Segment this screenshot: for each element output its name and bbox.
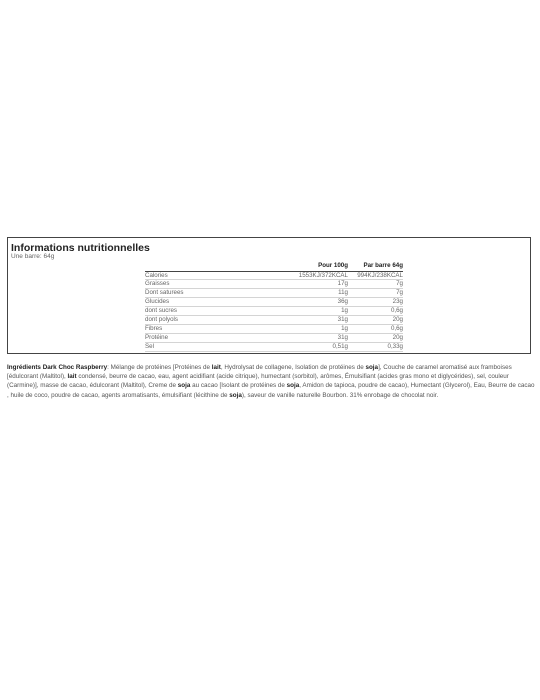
ingredient-text: condensé, beurre de cacao, eau, agent acidifiant (acide citrique), humectant (sorbitol), arômes, Émulsifiant (acides gras mono et diglycérides), sel, couleur (Carmine)], masse de cacao, édulcorant (Maltitol), Creme de: [7, 373, 509, 390]
nutrient-name: Fibres: [145, 324, 295, 333]
header-per-100g: Pour 100g: [295, 262, 348, 271]
allergen: soja: [229, 391, 242, 399]
value-per-bar: 0,6g: [348, 307, 403, 316]
value-per-100g: 36g: [295, 298, 348, 307]
table-row: [145, 333, 403, 342]
value-per-bar: 23g: [348, 298, 403, 307]
ingredient-text: ], Couche de caramel aromatisé aux framboises [édulcorant (Maltitol),: [7, 364, 512, 381]
ingredient-text: , Hydrolysat de collagene, Isolation de protéines de: [220, 364, 366, 371]
allergen: soja: [286, 382, 300, 390]
ingredient-text: , Amidon de tapioca, poudre de cacao), Humectant (Glycerol), Eau, Beurre de cacao , huile de coco, poudre de cacao, agents aromatisants, émulsifiant (lécithine de: [7, 382, 535, 399]
nutrition-table: [145, 262, 403, 352]
table-row: [145, 316, 403, 325]
header-nutrient: [145, 262, 295, 271]
value-per-100g: 1g: [295, 307, 348, 316]
table-row: [145, 271, 403, 280]
nutrient-name: Dont saturees: [145, 289, 295, 298]
allergen: soja: [365, 364, 379, 371]
value-per-100g: 1553KJ/372KCAL: [295, 271, 348, 280]
value-per-bar: 0,33g: [348, 342, 403, 351]
value-per-100g: 11g: [295, 289, 348, 298]
value-per-bar: 20g: [348, 316, 403, 325]
ingredients-label: Ingrédients Dark Choc Raspberry: [7, 364, 108, 371]
header-per-bar: Par barre 64g: [348, 262, 403, 271]
nutrition-header-row: [145, 262, 403, 271]
value-per-100g: 17g: [295, 280, 348, 289]
table-row: [145, 289, 403, 298]
value-per-bar: 994KJ/238KCAL: [348, 271, 403, 280]
ingredient-text: ), saveur de vanille naturelle Bourbon. 31% enrobage de chocolat noir.: [241, 391, 439, 399]
ingredients-text: [7, 363, 537, 400]
value-per-100g: 0,51g: [295, 342, 348, 351]
value-per-100g: 31g: [295, 316, 348, 325]
value-per-bar: 7g: [348, 280, 403, 289]
nutrition-rows: [145, 271, 403, 351]
value-per-bar: 20g: [348, 333, 403, 342]
table-row: [145, 298, 403, 307]
allergen: soja: [177, 382, 191, 390]
nutrient-name: Glucides: [145, 298, 295, 307]
value-per-bar: 0,6g: [348, 324, 403, 333]
allergen: lait: [67, 373, 77, 381]
value-per-100g: 1g: [295, 324, 348, 333]
nutrient-name: dont sucres: [145, 307, 295, 316]
nutrient-name: Graisses: [145, 280, 295, 289]
value-per-bar: 7g: [348, 289, 403, 298]
table-row: [145, 342, 403, 351]
nutrient-name: Protéine: [145, 333, 295, 342]
nutrient-name: Sel: [145, 342, 295, 351]
allergen: lait: [211, 364, 221, 371]
value-per-100g: 31g: [295, 333, 348, 342]
serving-size: Une barre: 64g: [11, 253, 55, 260]
nutrition-title: Informations nutritionnelles: [11, 242, 150, 254]
ingredient-text: au cacao [Isolant de protéines de: [190, 382, 287, 390]
nutrient-name: Calories: [145, 271, 295, 280]
ingredient-text: : Mélange de protéines [Protéines de: [107, 364, 212, 371]
table-row: [145, 324, 403, 333]
table-row: [145, 307, 403, 316]
nutrition-panel: [7, 237, 531, 354]
nutrient-name: dont polyols: [145, 316, 295, 325]
table-row: [145, 280, 403, 289]
